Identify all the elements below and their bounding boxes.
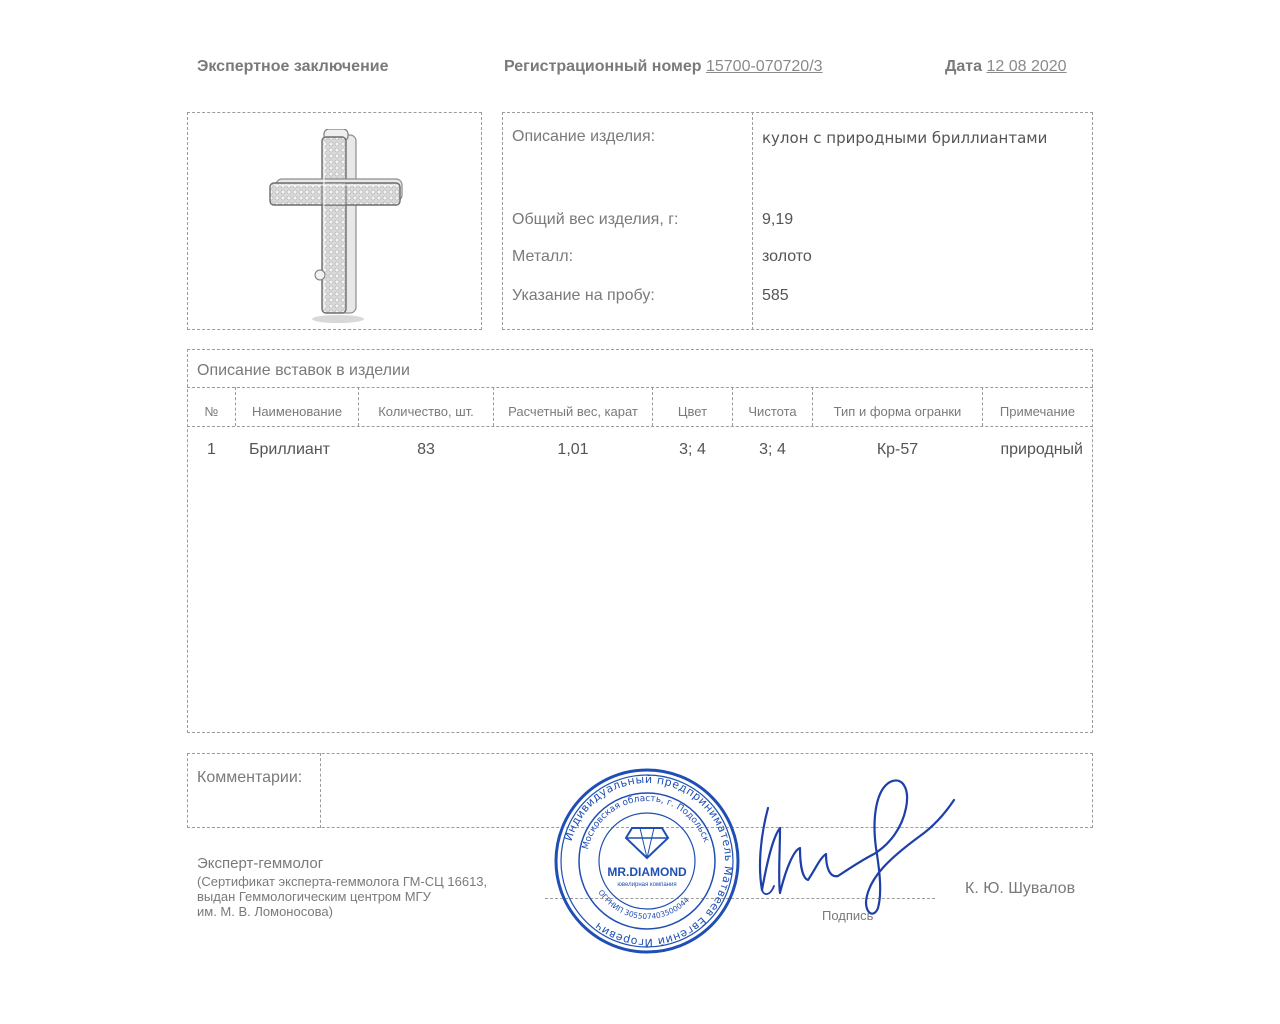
weight-value: 9,19 xyxy=(762,211,794,228)
stamp-inner-text: Московская область, г. Подольск xyxy=(581,793,711,851)
column-header-clarity: Чистота xyxy=(748,404,797,419)
column-header-cut: Тип и форма огранки xyxy=(833,404,962,419)
date xyxy=(945,58,1067,76)
certificate-line-3: им. М. В. Ломоносова) xyxy=(197,904,333,919)
assay-label: Указание на пробу: xyxy=(512,287,655,304)
product-photo-frame xyxy=(187,112,482,330)
column-header-weight: Расчетный вес, карат xyxy=(508,404,638,419)
metal-label: Металл: xyxy=(512,248,574,265)
cross-pendant-image xyxy=(268,129,408,325)
handwritten-signature xyxy=(750,768,960,918)
cell-quantity: 83 xyxy=(417,441,435,458)
description-value: кулон с природными бриллиантами xyxy=(762,129,1048,147)
cell-color: 3; 4 xyxy=(679,441,706,458)
column-header-number: № xyxy=(204,404,219,419)
stamp-brand: MR.DIAMOND xyxy=(607,865,687,879)
document-title: Экспертное заключение xyxy=(197,58,389,75)
comments-label: Комментарии: xyxy=(197,769,303,786)
stamp-subtitle: ювелирная компания xyxy=(617,882,677,888)
certificate-line-1: (Сертификат эксперта-геммолога ГМ-СЦ 16613, xyxy=(197,874,488,889)
date-label: Дата xyxy=(945,58,983,75)
diamond-icon xyxy=(626,828,668,858)
cell-note: природный xyxy=(1000,441,1083,458)
cell-number: 1 xyxy=(207,441,216,458)
column-header-note: Примечание xyxy=(999,404,1076,419)
company-stamp xyxy=(552,766,742,956)
certificate-line-2: выдан Геммологическим центром МГУ xyxy=(197,889,431,904)
expert-name: К. Ю. Шувалов xyxy=(965,880,1076,897)
signature-label: Подпись xyxy=(822,908,874,923)
description-label: Описание изделия: xyxy=(512,128,656,145)
column-header-color: Цвет xyxy=(677,404,708,419)
stamp-ogrnip: ОГРНИП 305507403500044 xyxy=(596,888,692,922)
stamp-outer-text: Индивидуальный предприниматель Матвеев Евгений Игоревич xyxy=(561,772,736,950)
column-header-name: Наименование xyxy=(251,404,343,419)
registration-label: Регистрационный номер xyxy=(504,58,702,75)
weight-label: Общий вес изделия, г: xyxy=(512,211,679,228)
inserts-title: Описание вставок в изделии xyxy=(197,362,410,379)
date-value: 12 08 2020 xyxy=(986,58,1067,75)
column-header-quantity: Количество, шт. xyxy=(378,404,474,419)
registration-value: 15700-070720/3 xyxy=(705,58,823,75)
cell-weight: 1,01 xyxy=(557,441,589,458)
expert-title: Эксперт-геммолог xyxy=(197,855,324,872)
cell-name: Бриллиант xyxy=(248,441,330,458)
registration-number xyxy=(504,58,823,76)
assay-value: 585 xyxy=(762,287,789,304)
cell-cut: Кр-57 xyxy=(876,441,919,458)
metal-value: золото xyxy=(762,248,812,265)
expert-certificate xyxy=(197,874,487,919)
cell-clarity: 3; 4 xyxy=(759,441,786,458)
